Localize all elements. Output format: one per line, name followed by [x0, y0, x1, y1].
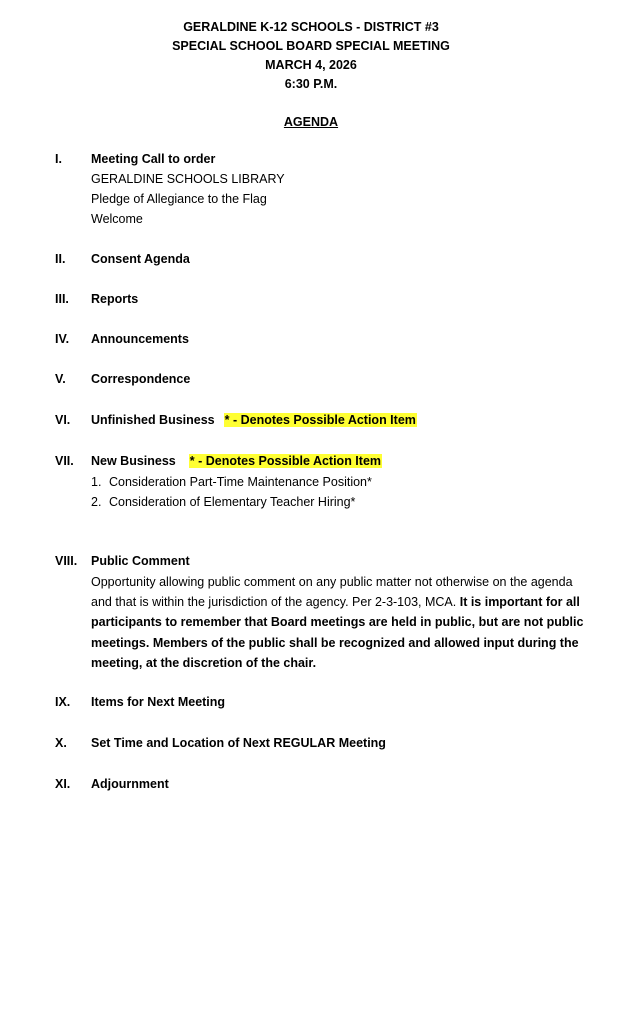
section-title-adjournment: Adjournment [91, 777, 169, 791]
meeting-time: 6:30 P.M. [284, 77, 338, 91]
section-title-correspondence: Correspondence [91, 372, 191, 386]
section-number: I. [55, 152, 62, 166]
section-number: V. [55, 372, 66, 386]
list-item-number: 2. [91, 495, 102, 509]
section-title-next-regular-meeting: Set Time and Location of Next REGULAR Meeting [91, 736, 386, 750]
section-title-consent-agenda: Consent Agenda [91, 252, 190, 266]
section-title-public-comment: Public Comment [91, 554, 190, 568]
section-number: VIII. [55, 554, 78, 568]
district-title: GERALDINE K-12 SCHOOLS - DISTRICT #3 [183, 20, 439, 34]
section-title-announcements: Announcements [91, 332, 189, 346]
section-title-new-business [91, 452, 382, 470]
section-title-call-to-order: Meeting Call to order [91, 152, 216, 166]
list-item [91, 493, 355, 511]
action-item-note: * - Denotes Possible Action Item [189, 454, 382, 468]
section-title-items-next-meeting: Items for Next Meeting [91, 695, 226, 709]
section-title-reports: Reports [91, 292, 139, 306]
action-item-note: * - Denotes Possible Action Item [224, 413, 416, 427]
agenda-heading [0, 113, 622, 131]
list-item-text: Consideration of Elementary Teacher Hiring* [109, 495, 356, 509]
section-number: IX. [55, 695, 71, 709]
new-business-label: New Business [91, 454, 176, 468]
meeting-date: MARCH 4, 2026 [265, 58, 357, 72]
list-item-text: Consideration Part-Time Maintenance Position* [109, 475, 372, 489]
list-item-number: 1. [91, 475, 102, 489]
public-comment-bold: It is important for all participants to remember that Board meetings are held in public, but are not public meetings. Members of the public shall be recognized and allowed input during the meeting, at the discretion of the chair. [91, 595, 584, 670]
section-number: VII. [55, 454, 74, 468]
section-number: X. [55, 736, 67, 750]
section-title-unfinished-business [91, 411, 417, 429]
section-number: II. [55, 252, 66, 266]
unfinished-business-label: Unfinished Business [91, 413, 215, 427]
section-number: VI. [55, 413, 71, 427]
list-item [91, 473, 372, 491]
location-text: GERALDINE SCHOOLS LIBRARY [91, 172, 285, 186]
agenda-heading-text: AGENDA [283, 115, 339, 129]
welcome-text: Welcome [91, 212, 143, 226]
public-comment-plain: Opportunity allowing public comment on any public matter not otherwise on the agenda and that is within the jurisdiction of the agency. Per 2-3-103, MCA. [91, 575, 573, 610]
section-number: IV. [55, 332, 70, 346]
section-number: III. [55, 292, 69, 306]
public-comment-paragraph [91, 572, 591, 673]
section-number: XI. [55, 777, 71, 791]
meeting-title: SPECIAL SCHOOL BOARD SPECIAL MEETING [172, 39, 450, 53]
pledge-text: Pledge of Allegiance to the Flag [91, 192, 267, 206]
